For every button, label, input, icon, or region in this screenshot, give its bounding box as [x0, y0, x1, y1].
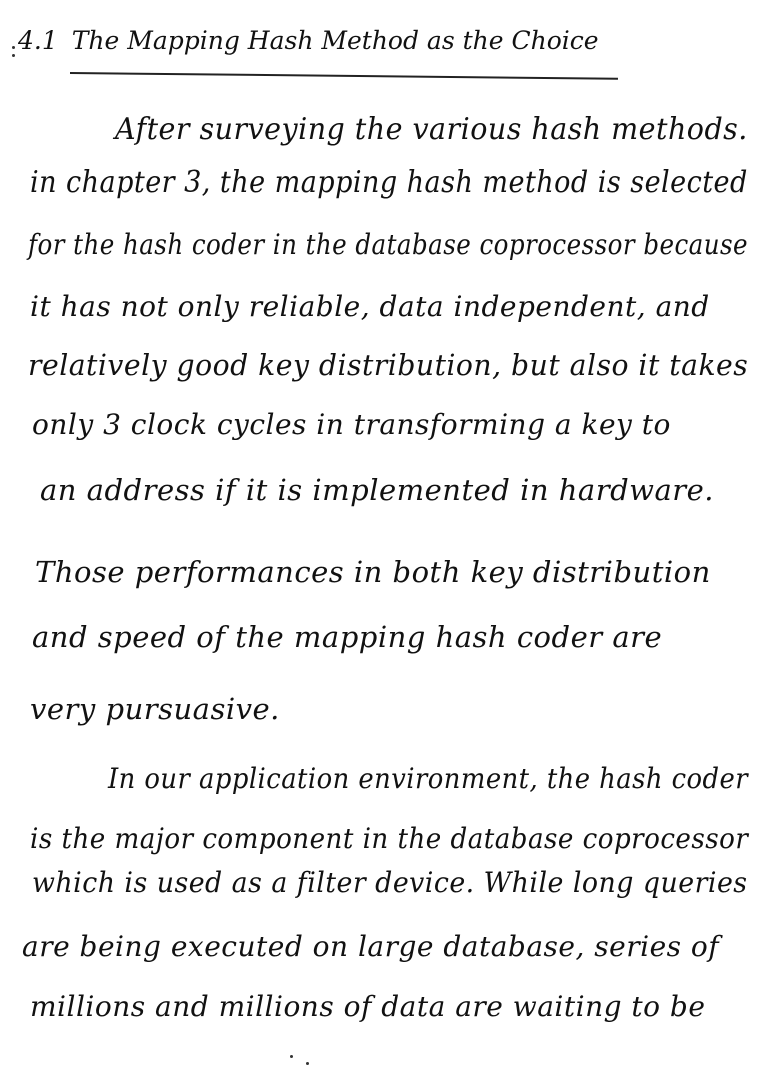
- stray-mark: [290, 1055, 293, 1058]
- text-line: it has not only reliable, data independent, and: [30, 290, 710, 323]
- heading-underline: [70, 72, 618, 80]
- text-line: only 3 clock cycles in transforming a key to: [32, 408, 671, 441]
- text-line: millions and millions of data are waiting to be: [30, 990, 706, 1023]
- text-line: which is used as a filter device. While long queries: [32, 866, 748, 899]
- text-line: very pursuasive.: [30, 692, 280, 726]
- text-line: After surveying the various hash methods.: [115, 112, 748, 147]
- text-line: is the major component in the database coprocessor: [30, 822, 749, 855]
- text-line: and speed of the mapping hash coder are: [32, 620, 663, 654]
- text-line: an address if it is implemented in hardware.: [40, 473, 714, 507]
- text-line: are being executed on large database, series of: [22, 930, 720, 963]
- stray-mark: [306, 1062, 309, 1065]
- text-line: in chapter 3, the mapping hash method is selected: [30, 165, 748, 200]
- text-line: for the hash coder in the database coprocessor because: [28, 228, 748, 261]
- text-line: In our application environment, the hash coder: [108, 762, 749, 795]
- section-title: The Mapping Hash Method as the Choice: [71, 26, 599, 55]
- section-heading: [18, 26, 599, 55]
- text-line: Those performances in both key distribution: [35, 555, 711, 589]
- section-number: 4.1: [18, 26, 58, 55]
- text-line: relatively good key distribution, but also it takes: [28, 348, 749, 382]
- margin-mark: [12, 46, 15, 49]
- margin-mark: [12, 54, 15, 57]
